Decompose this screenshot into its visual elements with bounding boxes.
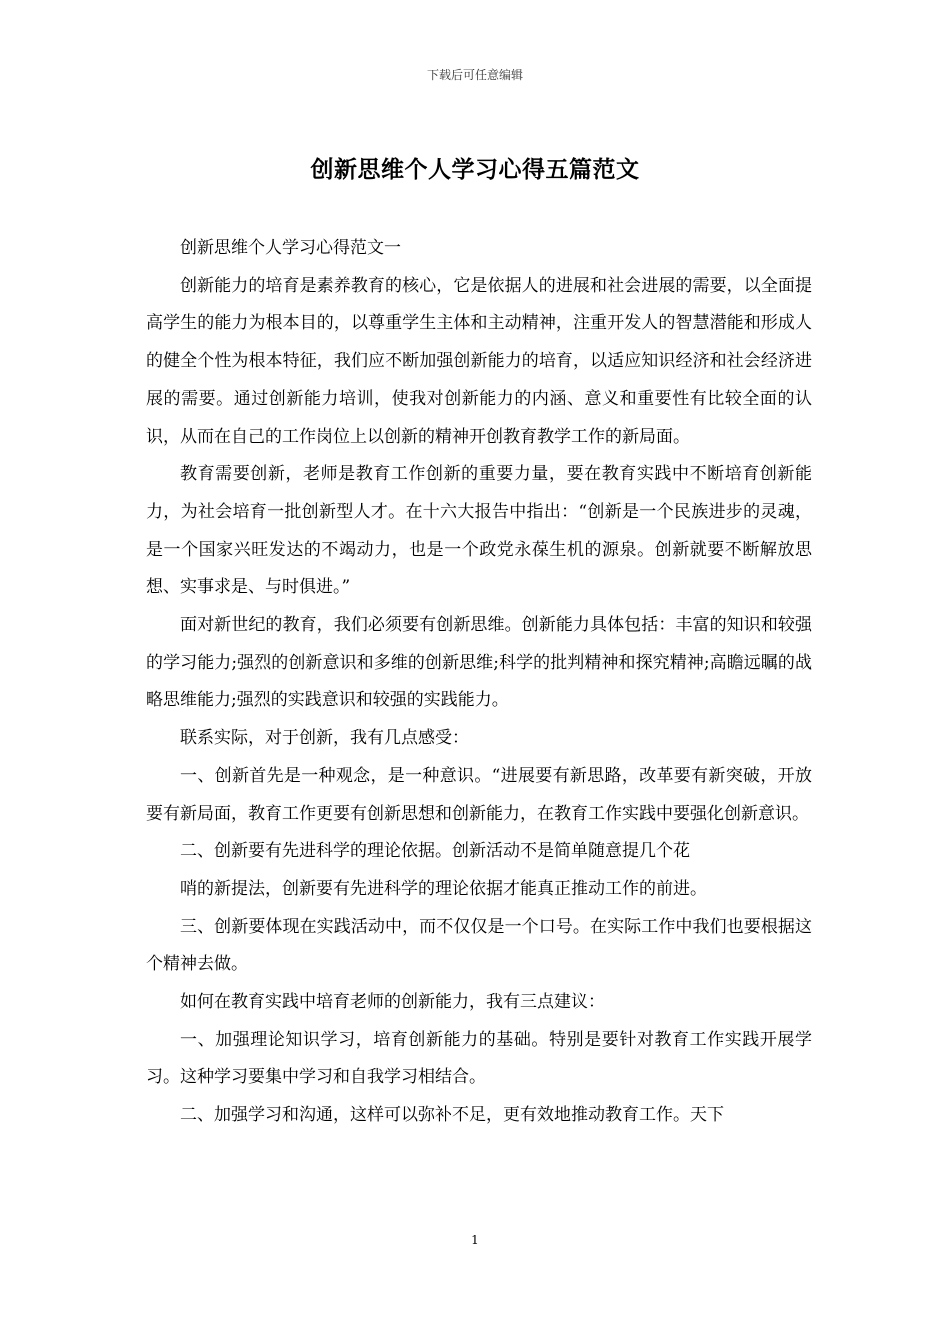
paragraph: 面对新世纪的教育，我们必须要有创新思维。创新能力具体包括：丰富的知识和较强的学习能力;强烈的创新意识和多维的创新思维;科学的批判精神和探究精神;高瞻远瞩的战略思维能力;强烈的实践意识和较强的实践能力。 [146,615,812,711]
paragraph: 一、创新首先是一种观念，是一种意识。“进展要有新思路，改革要有新突破，开放要有新局面，教育工作更要有创新思想和创新能力，在教育工作实践中要强化创新意识。 [146,765,812,824]
document-body [146,230,812,1135]
paragraph: 教育需要创新，老师是教育工作创新的重要力量，要在教育实践中不断培育创新能力，为社会培育一批创新型人才。在十六大报告中指出：“创新是一个民族进步的灵魂，是一个国家兴旺发达的不竭动力，也是一个政党永葆生机的源泉。创新就要不断解放思想、实事求是、与时俱进。” [146,464,812,598]
paragraph: 二、加强学习和沟通，这样可以弥补不足，更有效地推动教育工作。天下 [180,1105,724,1126]
paragraph: 创新能力的培育是素养教育的核心，它是依据人的进展和社会进展的需要，以全面提高学生的能力为根本目的，以尊重学生主体和主动精神，注重开发人的智慧潜能和形成人的健全个性为根本特征，我们应不断加强创新能力的培育，以适应知识经济和社会经济进展的需要。通过创新能力培训，使我对创新能力的内涵、意义和重要性有比较全面的认识，从而在自己的工作岗位上以创新的精神开创教育教学工作的新局面。 [146,275,812,447]
paragraph: 联系实际，对于创新，我有几点感受： [180,728,469,749]
paragraph: 二、创新要有先进科学的理论依据。创新活动不是简单随意提几个花 [180,841,690,862]
paragraph: 哨的新提法，创新要有先进科学的理论依据才能真正推动工作的前进。 [180,878,707,899]
paragraph: 如何在教育实践中培育老师的创新能力，我有三点建议： [180,992,605,1013]
paragraph: 三、创新要体现在实践活动中，而不仅仅是一个口号。在实际工作中我们也要根据这个精神去做。 [146,916,812,975]
document-title: 创新思维个人学习心得五篇范文 [310,156,640,183]
paragraph-subtitle: 创新思维个人学习心得范文一 [180,238,401,258]
page-number: 1 [471,1233,479,1247]
paragraph: 一、加强理论知识学习，培育创新能力的基础。特别是要针对教育工作实践开展学习。这种学习要集中学习和自我学习相结合。 [146,1029,812,1088]
page-header-note: 下载后可任意编辑 [426,68,523,82]
